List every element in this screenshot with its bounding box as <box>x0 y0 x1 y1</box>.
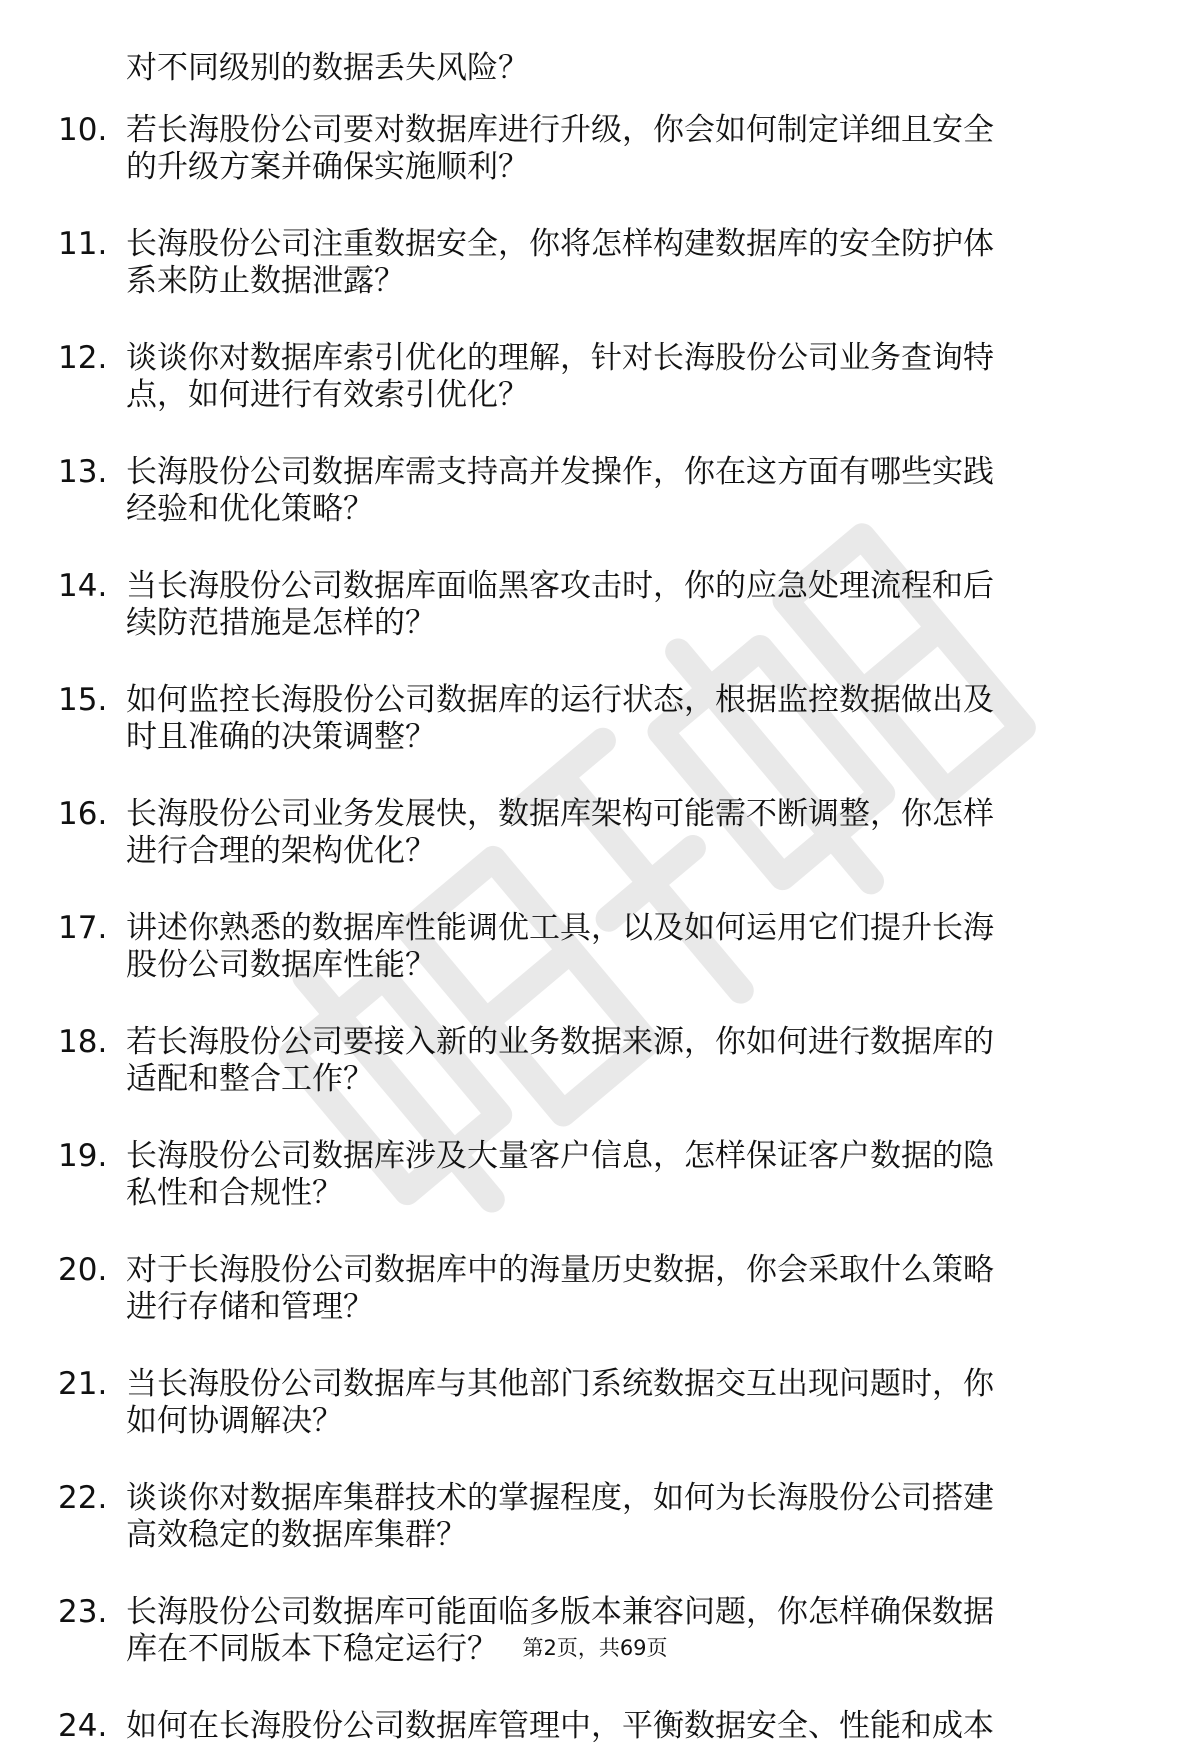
question-number: 22. <box>58 1480 108 1516</box>
question-text: 库在不同版本下稳定运行？ <box>126 1631 498 1667</box>
question-text: 长海股份公司注重数据安全，你将怎样构建数据库的安全防护体 <box>126 226 994 262</box>
question-line <box>0 601 1190 645</box>
question-text: 谈谈你对数据库集群技术的掌握程度，如何为长海股份公司搭建 <box>126 1480 994 1516</box>
question-line <box>0 829 1190 873</box>
question-number: 14. <box>58 568 108 604</box>
question-text: 对于长海股份公司数据库中的海量历史数据，你会采取什么策略 <box>126 1252 994 1288</box>
question-text: 当长海股份公司数据库与其他部门系统数据交互出现问题时，你 <box>126 1366 994 1402</box>
question-line <box>0 1704 1190 1748</box>
question-number: 18. <box>58 1024 108 1060</box>
question-line <box>0 487 1190 531</box>
question-line <box>0 1285 1190 1329</box>
question-text: 长海股份公司数据库涉及大量客户信息，怎样保证客户数据的隐 <box>126 1138 994 1174</box>
question-line <box>0 943 1190 987</box>
question-number: 24. <box>58 1708 108 1744</box>
page-footer: 第2页，共69页 <box>522 1636 668 1660</box>
question-text: 长海股份公司业务发展快，数据库架构可能需不断调整，你怎样 <box>126 796 994 832</box>
question-line <box>0 715 1190 759</box>
continuation-text: 对不同级别的数据丢失风险？ <box>126 50 529 86</box>
question-number: 15. <box>58 682 108 718</box>
question-number: 12. <box>58 340 108 376</box>
question-line <box>0 145 1190 189</box>
question-text: 的升级方案并确保实施顺利？ <box>126 149 529 185</box>
question-continuation <box>0 46 1190 90</box>
question-line <box>0 1513 1190 1557</box>
question-number: 11. <box>58 226 108 262</box>
question-line <box>0 1171 1190 1215</box>
question-text: 系来防止数据泄露？ <box>126 263 405 299</box>
question-text: 长海股份公司数据库需支持高并发操作，你在这方面有哪些实践 <box>126 454 994 490</box>
question-number: 10. <box>58 112 108 148</box>
question-number: 16. <box>58 796 108 832</box>
question-number: 20. <box>58 1252 108 1288</box>
question-text: 点，如何进行有效索引优化？ <box>126 377 529 413</box>
question-text: 若长海股份公司要对数据库进行升级，你会如何制定详细且安全 <box>126 112 994 148</box>
question-text: 若长海股份公司要接入新的业务数据来源，你如何进行数据库的 <box>126 1024 994 1060</box>
question-number: 13. <box>58 454 108 490</box>
question-line <box>0 259 1190 303</box>
question-text: 当长海股份公司数据库面临黑客攻击时，你的应急处理流程和后 <box>126 568 994 604</box>
question-text: 股份公司数据库性能？ <box>126 947 436 983</box>
question-text: 高效稳定的数据库集群？ <box>126 1517 467 1553</box>
question-text: 续防范措施是怎样的？ <box>126 605 436 641</box>
question-text: 如何在长海股份公司数据库管理中，平衡数据安全、性能和成本 <box>126 1708 994 1744</box>
question-text: 讲述你熟悉的数据库性能调优工具，以及如何运用它们提升长海 <box>126 910 994 946</box>
question-number: 19. <box>58 1138 108 1174</box>
question-text: 进行合理的架构优化？ <box>126 833 436 869</box>
question-number: 21. <box>58 1366 108 1402</box>
question-line <box>0 373 1190 417</box>
question-text: 经验和优化策略？ <box>126 491 374 527</box>
question-text: 如何协调解决？ <box>126 1403 343 1439</box>
question-number: 17. <box>58 910 108 946</box>
question-text: 私性和合规性？ <box>126 1175 343 1211</box>
question-text: 适配和整合工作？ <box>126 1061 374 1097</box>
question-line <box>0 1057 1190 1101</box>
question-line <box>0 1399 1190 1443</box>
question-text: 时且准确的决策调整？ <box>126 719 436 755</box>
question-number: 23. <box>58 1594 108 1630</box>
question-text: 如何监控长海股份公司数据库的运行状态，根据监控数据做出及 <box>126 682 994 718</box>
question-text: 进行存储和管理？ <box>126 1289 374 1325</box>
question-text: 长海股份公司数据库可能面临多版本兼容问题，你怎样确保数据 <box>126 1594 994 1630</box>
question-text: 谈谈你对数据库索引优化的理解，针对长海股份公司业务查询特 <box>126 340 994 376</box>
